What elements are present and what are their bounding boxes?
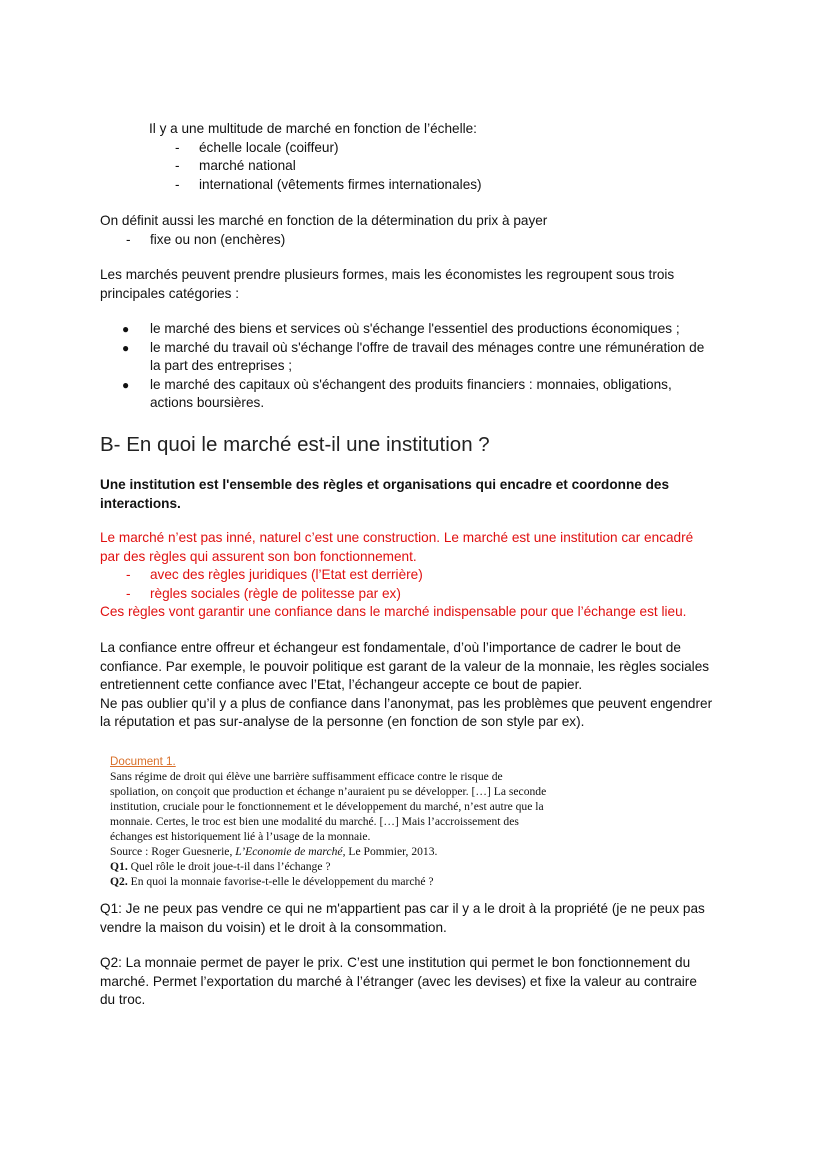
trust-line: la réputation et pas sur-analyse de la personne (en fonction de son style par ex). [100, 714, 585, 729]
bullet-marker: ● [122, 377, 130, 392]
institution-definition [100, 476, 740, 513]
dash-marker: - [126, 231, 131, 247]
answer-q2 [100, 954, 760, 1010]
forms-section [100, 266, 740, 303]
list-item [100, 339, 760, 376]
price-list [100, 231, 740, 250]
source-title: L’Economie de marché [235, 845, 343, 858]
list-item-text: la part des entreprises ; [150, 358, 293, 373]
list-item [149, 157, 789, 176]
bullet-marker: ● [122, 322, 130, 336]
red-line-3: Ces règles vont garantir une confiance dans le marché indispensable pour que l’échange est lieu. [100, 604, 687, 619]
document-line: échanges est historiquement lié à l’usage de la monnaie. [110, 830, 371, 843]
answer-line: Q1: Je ne peux pas vendre ce qui ne m'appartient pas car il y a le droit à la propriété (je ne peux pas [100, 901, 705, 916]
list-item [100, 585, 760, 604]
document-title: Document 1. [110, 755, 176, 768]
document-line: Sans régime de droit qui élève une barrière suffisamment efficace contre le risque de [110, 770, 503, 783]
section-b-title: B- En quoi le marché est-il une institution ? [100, 433, 490, 456]
document-line: monnaie. Certes, le troc est bien une modalité du marché. […] Mais l’accroissement des [110, 815, 519, 828]
list-item-text: échelle locale (coiffeur) [199, 139, 339, 155]
answer-q1 [100, 900, 760, 937]
categories-section [100, 320, 760, 413]
answer-line: marché. Permet l’exportation du marché à l’étranger (avec les devises) et fixe la valeur au contraire [100, 973, 697, 989]
definition-line-1: Une institution est l'ensemble des règles et organisations qui encadre et coordonne des [100, 477, 670, 492]
definition-line-2: interactions. [100, 495, 181, 511]
answer-line: du troc. [100, 992, 146, 1007]
list-item [149, 176, 789, 195]
categories-list [100, 320, 760, 413]
question-text: En quoi la monnaie favorise-t-elle le développement du marché ? [127, 875, 434, 888]
trust-paragraph [100, 639, 760, 732]
list-item [100, 320, 760, 339]
bullet-marker: ● [122, 340, 130, 355]
trust-line: confiance. Par exemple, le pouvoir politique est garant de la valeur de la monnaie, les règles sociales [100, 658, 710, 674]
document-line: spoliation, on conçoit que production et échange n’auraient pu se développer. […] La seconde [110, 785, 547, 798]
document-question-2 [110, 874, 592, 889]
answer-line: vendre la maison du voisin) et le droit à la consommation. [100, 919, 447, 935]
document-line: institution, cruciale pour le fonctionnement et le développement du marché, n’est autre que la [110, 800, 544, 813]
rules-list [100, 566, 760, 603]
list-item-text: actions boursières. [150, 395, 265, 410]
list-item [100, 566, 760, 585]
answer-line: Q2: La monnaie permet de payer le prix. C’est une institution qui permet le bon fonctionnement du [100, 955, 691, 970]
document-source [110, 844, 592, 859]
price-intro: On définit aussi les marché en fonction de la détermination du prix à payer [100, 213, 548, 228]
forms-intro-line-1: Les marchés peuvent prendre plusieurs formes, mais les économistes les regroupent sous trois [100, 267, 675, 282]
question-label: Q1. [110, 860, 128, 873]
list-item-text: fixe ou non (enchères) [150, 231, 286, 247]
list-item-text: avec des règles juridiques (l’Etat est derrière) [150, 567, 423, 582]
price-section [100, 212, 740, 249]
list-item-text: le marché des capitaux où s'échangent des produits financiers : monnaies, obligations, [150, 376, 672, 392]
trust-line: Ne pas oublier qu’il y a plus de confiance dans l’anonymat, pas les problèmes que peuvent engendrer [100, 695, 713, 711]
red-line-1: Le marché n’est pas inné, naturel c’est une construction. Le marché est une institution car encadré [100, 530, 694, 545]
question-text: Quel rôle le droit joue-t-il dans l’échange ? [127, 860, 331, 873]
list-item [149, 139, 789, 158]
dash-marker: - [175, 158, 180, 173]
source-suffix: , Le Pommier, 2013. [342, 845, 438, 858]
forms-intro-line-2: principales catégories : [100, 285, 240, 301]
list-item-text: le marché des biens et services où s'échange l'essentiel des productions économiques ; [150, 321, 680, 336]
dash-marker: - [126, 585, 131, 601]
scale-list [149, 139, 789, 195]
list-item-text: international (vêtements firmes internationales) [199, 176, 482, 192]
document-excerpt [110, 754, 592, 889]
list-item-text: marché national [199, 158, 296, 173]
question-label: Q2. [110, 875, 128, 888]
dash-marker: - [175, 139, 180, 155]
source-prefix: Source : Roger Guesnerie, [110, 845, 236, 858]
document-question-1 [110, 859, 592, 874]
scale-section [149, 120, 789, 194]
dash-marker: - [126, 567, 131, 582]
list-item-text: règles sociales (règle de politesse par ex) [150, 585, 401, 601]
trust-line: La confiance entre offreur et échangeur est fondamentale, d’où l’importance de cadrer le bout de [100, 640, 681, 655]
list-item-text: le marché du travail où s'échange l'offre de travail des ménages contre une rémunération de [150, 339, 705, 355]
list-item [100, 231, 740, 250]
red-line-2: par des règles qui assurent son bon fonctionnement. [100, 548, 417, 564]
trust-line: entretiennent cette confiance avec l’Etat, l’échangeur accepte ce bout de papier. [100, 677, 583, 692]
dash-marker: - [175, 176, 180, 192]
section-b [100, 432, 740, 458]
scale-intro: Il y a une multitude de marché en fonction de l’échelle: [149, 121, 477, 136]
list-item [100, 376, 760, 413]
market-construction-note [100, 529, 760, 622]
